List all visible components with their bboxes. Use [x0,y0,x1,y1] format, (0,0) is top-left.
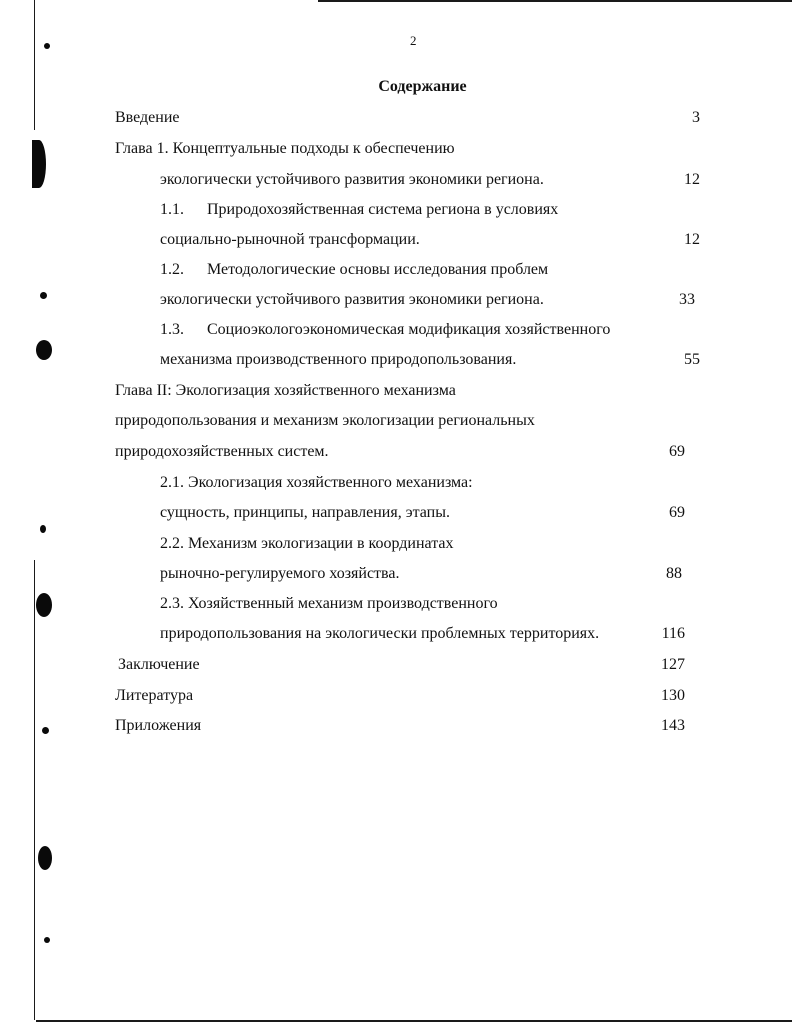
toc-entry-chapter-1-cont: экологически устойчивого развития экономики региона. [160,171,544,188]
hole-punch-mark [40,292,47,299]
toc-entry-1-3: Социоэкологоэкономическая модификация хозяйственного [207,321,611,338]
toc-entry-chapter-2: Глава II: Экологизация хозяйственного механизма [115,382,456,399]
toc-page-chapter-1: 12 [684,171,700,188]
toc-number-1-1: 1.1. [160,201,184,218]
toc-entry-chapter-2-cont-1: природопользования и механизм экологизации региональных [115,412,535,429]
hole-punch-mark [42,727,49,734]
hole-punch-mark [36,340,52,360]
left-scan-line-upper [34,0,35,130]
toc-entry-chapter-1: Глава 1. Концептуальные подходы к обеспечению [115,140,455,157]
toc-entry-2-3-cont: природопользования на экологически проблемных территориях. [160,625,600,642]
hole-punch-mark [32,140,46,188]
toc-entry-conclusion: Заключение [118,656,200,673]
hole-punch-mark [44,43,50,49]
toc-page-2-2: 88 [666,565,682,582]
toc-entry-intro: Введение [115,109,180,126]
hole-punch-mark [40,525,46,533]
bottom-scan-line [36,1020,792,1022]
toc-entry-1-2: Методологические основы исследования проблем [207,261,549,278]
toc-entry-2-3: 2.3. Хозяйственный механизм производственного [160,595,498,612]
toc-entry-appendices: Приложения [115,717,202,734]
hole-punch-mark [38,846,52,870]
toc-entry-chapter-2-cont-2: природохозяйственных систем. [115,443,329,460]
page-number: 2 [410,33,417,48]
toc-page-conclusion: 127 [661,656,685,673]
hole-punch-mark [44,937,50,943]
toc-page-intro: 3 [692,109,700,126]
toc-page-literature: 130 [661,687,685,704]
toc-entry-2-2: 2.2. Механизм экологизации в координатах [160,535,454,552]
toc-entry-1-1: Природохозяйственная система региона в условиях [207,201,559,218]
toc-page-1-3: 55 [684,351,700,368]
toc-number-1-2: 1.2. [160,261,184,278]
top-scan-line [318,0,792,2]
toc-entry-2-1: 2.1. Экологизация хозяйственного механизма: [160,474,473,491]
toc-page-1-2: 33 [679,291,695,308]
toc-entry-1-2-cont: экологически устойчивого развития экономики региона. [160,291,544,308]
hole-punch-mark [36,593,52,617]
toc-entry-1-3-cont: механизма производственного природопользования. [160,351,517,368]
toc-entry-2-1-cont: сущность, принципы, направления, этапы. [160,504,450,521]
left-scan-line-lower [34,560,35,1020]
toc-number-1-3: 1.3. [160,321,184,338]
toc-page-appendices: 143 [661,717,685,734]
toc-page-1-1: 12 [684,231,700,248]
toc-page-2-3: 116 [661,625,685,642]
toc-entry-1-1-cont: социально-рыночной трансформации. [160,231,420,248]
toc-entry-2-2-cont: рыночно-регулируемого хозяйства. [160,565,400,582]
toc-title: Содержание [378,78,467,95]
toc-entry-literature: Литература [115,687,194,704]
toc-page-2-1: 69 [669,504,685,521]
toc-page-chapter-2: 69 [669,443,685,460]
